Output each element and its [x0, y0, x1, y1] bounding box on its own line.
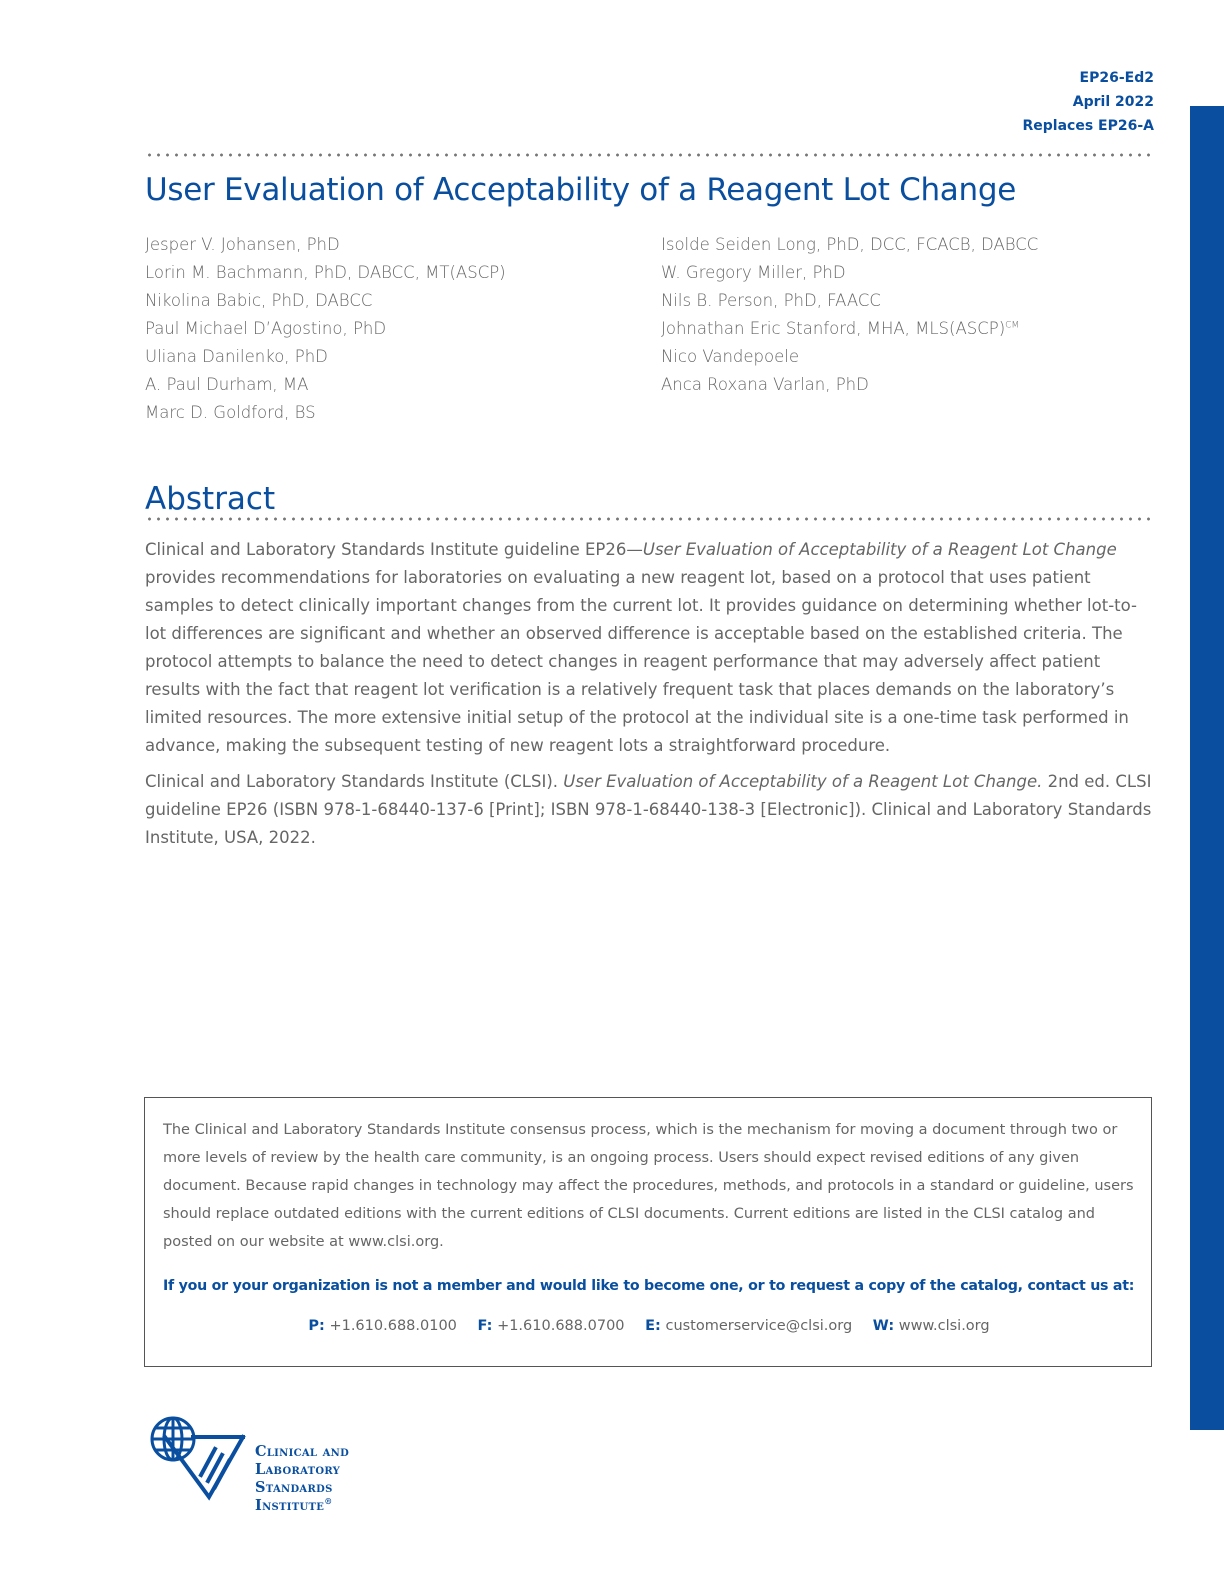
abstract-paragraph: [145, 536, 1157, 760]
contact-email[interactable]: [645, 1315, 852, 1337]
document-title: User Evaluation of Acceptability of a Reagent Lot Change: [145, 172, 1016, 208]
contact-label: F:: [477, 1318, 493, 1334]
author-name: Nils B. Person, PhD, FAACC: [661, 291, 881, 310]
citation-text: Clinical and Laboratory Standards Institute (CLSI).: [145, 772, 564, 791]
contact-row: [145, 1315, 1153, 1337]
logo-line: Laboratory: [255, 1461, 341, 1478]
contact-value: +1.610.688.0100: [329, 1318, 457, 1334]
email-link[interactable]: customerservice@clsi.org: [665, 1318, 853, 1334]
membership-cta: If you or your organization is not a member and would like to become one, or to request a copy of the catalog, contact us at:: [163, 1278, 1135, 1294]
document-code: EP26-Ed2: [1079, 70, 1154, 86]
contact-phone: [308, 1315, 457, 1337]
author-name: Nico Vandepoele: [661, 347, 799, 366]
consensus-process-text: The Clinical and Laboratory Standards Institute consensus process, which is the mechanism for moving a document through two or more levels of review by the health care community, is an ongoing process. Users should expect revised editions of any given document. Because rapid changes in technology may affect the procedures, methods, and protocols in a standard or guideline, users should replace outdated editions with the current editions of CLSI documents. Current editions are listed in the CLSI catalog and posted on our website at www.clsi.org.: [163, 1122, 1134, 1250]
document-replaces: Replaces EP26-A: [1022, 118, 1154, 134]
credential-superscript: CM: [1005, 320, 1020, 331]
logo-line-with-mark: [255, 1497, 349, 1515]
author-name: Johnathan Eric Stanford, MHA, MLS(ASCP): [661, 319, 1006, 338]
website-link[interactable]: www.clsi.org: [898, 1318, 990, 1334]
abstract-text: Clinical and Laboratory Standards Institute guideline EP26—: [145, 540, 643, 559]
contact-value: +1.610.688.0700: [497, 1318, 625, 1334]
author-name: Anca Roxana Varlan, PhD: [661, 375, 869, 394]
logo-line: Institute: [255, 1497, 325, 1514]
author-name: A. Paul Durham, MA: [145, 375, 309, 394]
author-name-with-credential: [661, 315, 1038, 343]
abstract-text: provides recommendations for laboratories on evaluating a new reagent lot, based on a protocol that uses patient samples to detect clinically important changes from the current lot. It provides guidance on determining whether lot-to-lot differences are significant and whether an observed difference is acceptable based on the established criteria. The protocol attempts to balance the need to detect changes in reagent performance that may adversely affect patient results with the fact that reagent lot verification is a relatively frequent task that places demands on the laboratory’s limited resources. The more extensive initial setup of the protocol at the individual site is a one-time task performed in advance, making the subsequent testing of new reagent lots a straightforward procedure.: [145, 568, 1137, 755]
authors-column-right: [661, 231, 1038, 399]
abstract-heading: Abstract: [145, 481, 276, 517]
contact-fax: [478, 1315, 625, 1337]
citation-text: 2nd ed. CLSI guideline EP26 (ISBN 978-1-68440-137-6 [Print]; ISBN 978-1-68440-138-3 [Electronic]). Clinical and Laboratory Standards Institute, USA, 2022.: [145, 772, 1152, 847]
author-name: W. Gregory Miller, PhD: [661, 263, 846, 282]
globe-triangle-icon: [143, 1415, 253, 1515]
registered-mark: ®: [324, 1496, 333, 1507]
dotted-divider-abstract: [145, 517, 1153, 521]
author-name: Uliana Danilenko, PhD: [145, 347, 328, 366]
document-date: April 2022: [1072, 94, 1154, 110]
dotted-divider-top: [145, 153, 1153, 157]
author-name: Marc D. Goldford, BS: [145, 403, 316, 422]
side-accent-bar: [1190, 106, 1224, 1430]
logo-wordmark: [255, 1443, 349, 1515]
consensus-info-box: [144, 1097, 1152, 1367]
contact-label: E:: [645, 1318, 661, 1334]
author-name: Jesper V. Johansen, PhD: [145, 235, 340, 254]
logo-line: Clinical and: [255, 1443, 350, 1460]
author-name: Lorin M. Bachmann, PhD, DABCC, MT(ASCP): [145, 263, 506, 282]
contact-website[interactable]: [873, 1315, 990, 1337]
abstract-body: [145, 536, 1157, 860]
authors-column-left: [145, 231, 506, 427]
clsi-logo: [143, 1415, 403, 1515]
document-meta: [754, 66, 1154, 138]
citation-paragraph: [145, 768, 1157, 852]
author-name: Isolde Seiden Long, PhD, DCC, FCACB, DABCC: [661, 235, 1039, 254]
contact-label: W:: [872, 1318, 895, 1334]
citation-title-italic: User Evaluation of Acceptability of a Reagent Lot Change.: [563, 772, 1043, 791]
author-name: Nikolina Babic, PhD, DABCC: [145, 291, 373, 310]
author-name: Paul Michael D’Agostino, PhD: [145, 319, 387, 338]
guideline-title-italic: User Evaluation of Acceptability of a Reagent Lot Change: [642, 540, 1117, 559]
logo-line: Standards: [255, 1479, 333, 1496]
contact-label: P:: [308, 1318, 325, 1334]
